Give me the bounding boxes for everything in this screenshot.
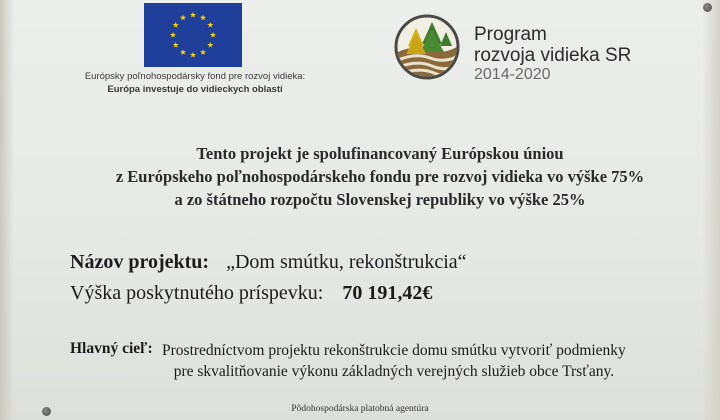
screw-icon [703, 3, 712, 12]
eu-caption-line2: Európa investuje do vidieckych oblastí [107, 84, 283, 95]
contribution-value: 70 191,42€ [342, 282, 433, 304]
eu-star-icon [180, 49, 186, 55]
eu-star-icon [207, 42, 213, 48]
paying-agency-caption: Pôdohospodárska platobná agentúra [291, 404, 429, 414]
main-goal-line1: Prostredníctvom projektu rekonštrukcie domu smútku vytvoriť podmienky [162, 342, 626, 359]
eu-star-icon [190, 52, 196, 58]
program-title-line1: Program [474, 24, 547, 45]
project-name-label: Názov projektu: [70, 251, 210, 273]
eu-flag-icon [144, 3, 242, 67]
eu-star-icon [200, 14, 206, 20]
program-title [474, 24, 631, 84]
project-name-row [70, 251, 467, 274]
eu-star-icon [170, 32, 176, 38]
eu-star-icon [173, 42, 179, 48]
main-goal-label: Hlavný cieľ: [70, 340, 153, 357]
project-name-value: „Dom smútku, rekonštrukcia“ [226, 251, 467, 273]
cofinancing-line2: z Európskeho poľnohospodárskeho fondu pre rozvoj vidieka vo výške 75% [115, 167, 645, 186]
contribution-label: Výška poskytnutého príspevku: [70, 282, 324, 304]
eu-star-icon [180, 14, 186, 20]
main-goal-text [162, 340, 626, 382]
cofinancing-line1: Tento projekt je spolufinancovaný Európskou úniou [196, 144, 564, 163]
eu-star-icon [190, 12, 196, 18]
main-goal-line2: pre skvalitňovanie výkonu základných verejných služieb obce Trsťany. [173, 363, 615, 380]
eu-caption-line1: Európsky poľnohospodársky fond pre rozvoj vidieka: [84, 71, 306, 82]
eu-star-icon [200, 49, 206, 55]
rural-program-logo-icon [392, 14, 462, 80]
eu-fund-caption [40, 70, 350, 96]
cofinancing-statement [40, 142, 720, 211]
eu-star-icon [207, 22, 213, 28]
program-period: 2014-2020 [474, 66, 551, 83]
program-title-line2: rozvoja vidieka SR [474, 45, 632, 66]
contribution-row [70, 282, 432, 305]
eu-star-icon [173, 22, 179, 28]
cofinancing-line3: a zo štátneho rozpočtu Slovenskej republiky vo výške 25% [174, 190, 586, 209]
plaque-left-edge [0, 0, 14, 420]
eu-star-icon [210, 32, 216, 38]
